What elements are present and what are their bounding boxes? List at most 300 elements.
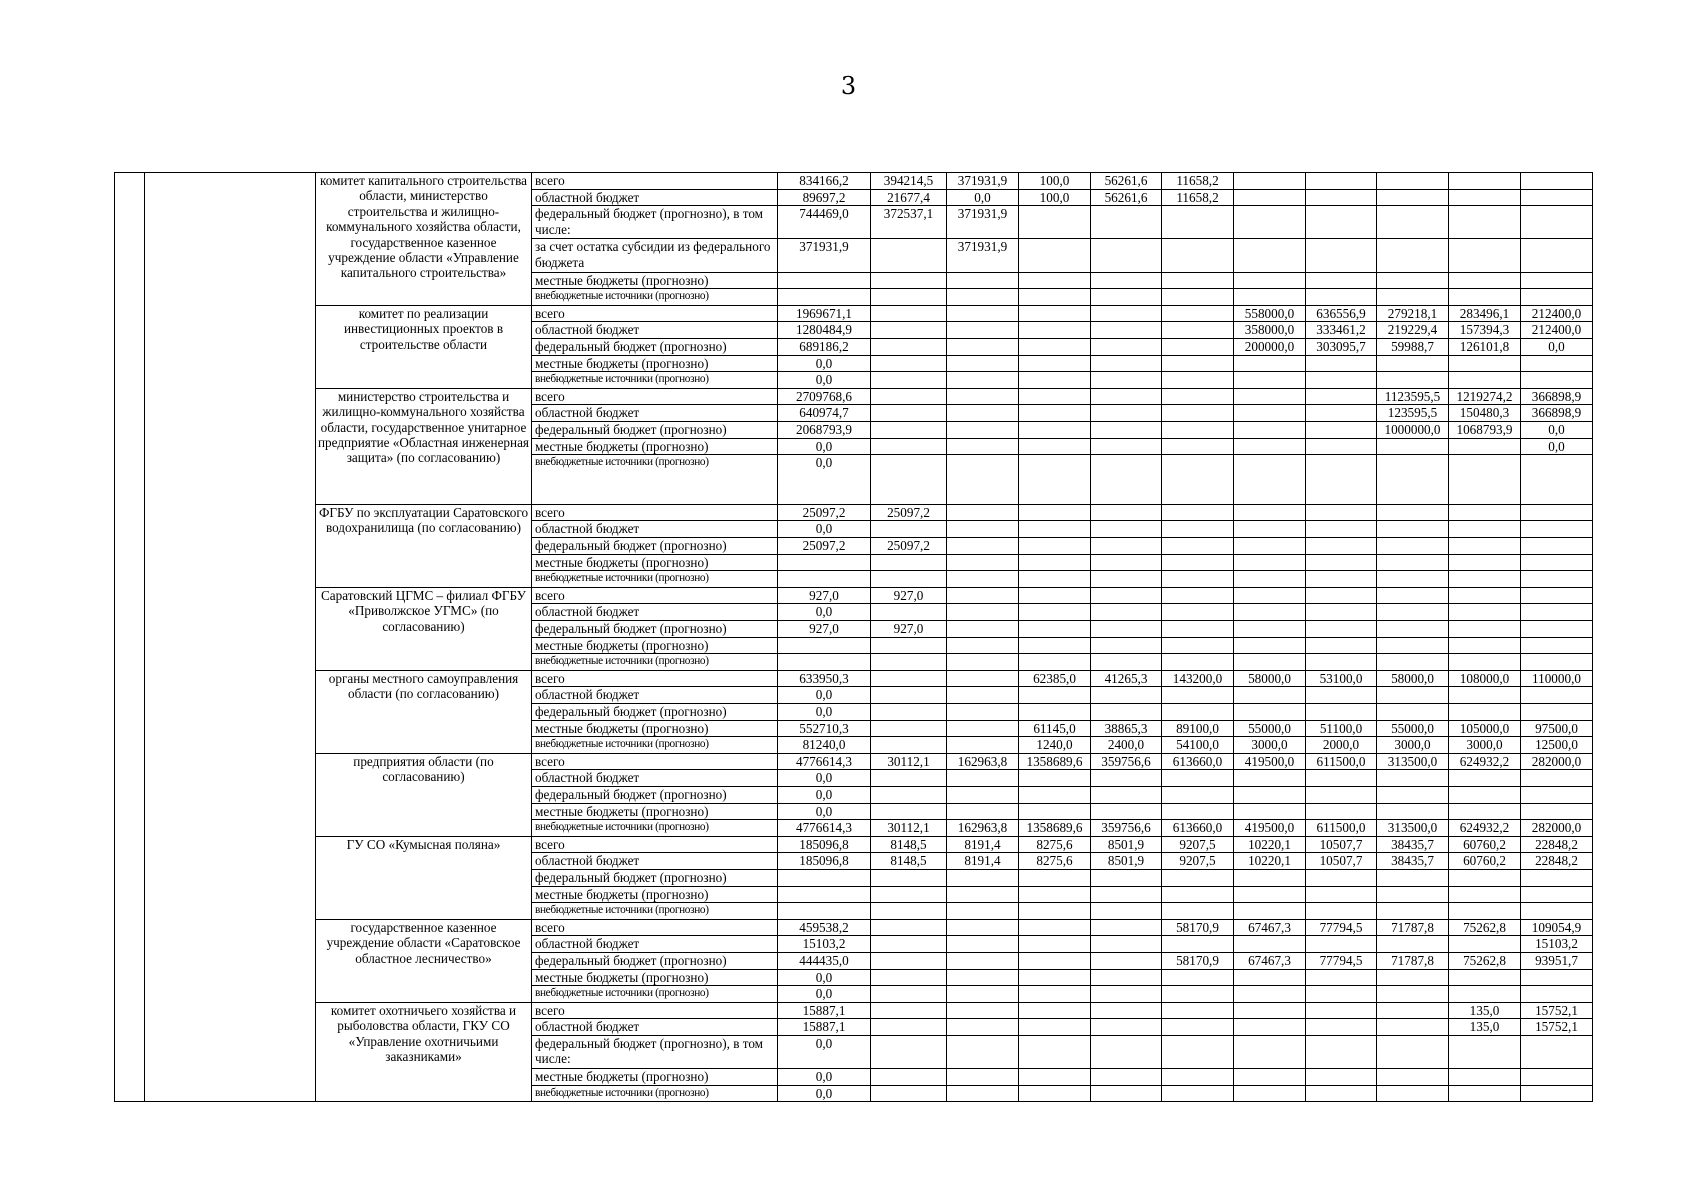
year-value-cell [1234, 1019, 1306, 1036]
year-value-cell [1306, 770, 1377, 787]
year-value-cell [1377, 239, 1449, 272]
year-value-cell [1019, 770, 1091, 787]
year-value-cell [1521, 239, 1593, 272]
year-value-cell [1019, 455, 1091, 505]
year-value-cell [1521, 1069, 1593, 1086]
year-value-cell [871, 289, 947, 306]
year-value-cell: 1068793,9 [1449, 421, 1521, 438]
total-cell: 185096,8 [778, 836, 871, 853]
year-value-cell: 38435,7 [1377, 853, 1449, 870]
year-value-cell: 624932,2 [1449, 753, 1521, 770]
year-value-cell: 0,0 [1521, 438, 1593, 455]
year-value-cell [1091, 969, 1162, 986]
year-value-cell [1521, 554, 1593, 571]
year-value-cell: 8191,4 [947, 836, 1019, 853]
year-value-cell: 0,0 [1521, 338, 1593, 355]
year-value-cell [1091, 338, 1162, 355]
year-value-cell [1091, 554, 1162, 571]
year-value-cell [947, 986, 1019, 1003]
year-value-cell [1162, 405, 1234, 422]
year-value-cell: 143200,0 [1162, 670, 1234, 687]
year-value-cell: 636556,9 [1306, 305, 1377, 322]
funding-source-cell: всего [532, 670, 778, 687]
year-value-cell: 105000,0 [1449, 720, 1521, 737]
funding-source-cell: федеральный бюджет (прогнозно) [532, 338, 778, 355]
year-value-cell [947, 338, 1019, 355]
year-value-cell [1306, 355, 1377, 372]
year-value-cell [1019, 621, 1091, 638]
year-value-cell [871, 952, 947, 969]
year-value-cell [1091, 206, 1162, 239]
executor-cell: органы местного самоуправления области (по согласованию) [316, 670, 532, 753]
year-value-cell [1234, 869, 1306, 886]
executor-cell: комитет капитального строительства области, министерство строительства и жилищно-коммунального хозяйства области, государственное казенное учреждение области «Управление капитального строительства» [316, 173, 532, 306]
total-cell: 0,0 [778, 438, 871, 455]
year-value-cell: 60760,2 [1449, 853, 1521, 870]
total-cell: 25097,2 [778, 538, 871, 555]
year-value-cell: 282000,0 [1521, 820, 1593, 837]
year-value-cell [1377, 869, 1449, 886]
funding-source-cell: федеральный бюджет (прогнозно), в том числе: [532, 1035, 778, 1068]
funding-source-cell: федеральный бюджет (прогнозно) [532, 704, 778, 721]
year-value-cell: 100,0 [1019, 189, 1091, 206]
year-value-cell [1449, 1035, 1521, 1068]
year-value-cell [1091, 538, 1162, 555]
year-value-cell: 89100,0 [1162, 720, 1234, 737]
year-value-cell [947, 869, 1019, 886]
year-value-cell [947, 587, 1019, 604]
year-value-cell [1234, 621, 1306, 638]
total-cell: 0,0 [778, 1035, 871, 1068]
executor-cell: министерство строительства и жилищно-коммунального хозяйства области, государственное унитарное предприятие «Областная инженерная защита» (по согласованию) [316, 388, 532, 504]
year-value-cell [1306, 421, 1377, 438]
year-value-cell: 3000,0 [1234, 737, 1306, 754]
year-value-cell [1162, 1035, 1234, 1068]
year-value-cell: 30112,1 [871, 753, 947, 770]
year-value-cell [1019, 869, 1091, 886]
total-cell: 0,0 [778, 986, 871, 1003]
year-value-cell [1377, 903, 1449, 920]
year-value-cell [871, 355, 947, 372]
year-value-cell: 8501,9 [1091, 853, 1162, 870]
year-value-cell: 366898,9 [1521, 405, 1593, 422]
year-value-cell [1162, 604, 1234, 621]
year-value-cell [1019, 388, 1091, 405]
funding-source-cell: федеральный бюджет (прогнозно), в том числе: [532, 206, 778, 239]
year-value-cell [1234, 687, 1306, 704]
year-value-cell [947, 903, 1019, 920]
year-value-cell: 55000,0 [1234, 720, 1306, 737]
year-value-cell [1521, 538, 1593, 555]
funding-source-cell: внебюджетные источники (прогнозно) [532, 903, 778, 920]
year-value-cell: 100,0 [1019, 173, 1091, 190]
year-value-cell [1377, 803, 1449, 820]
year-value-cell [1377, 604, 1449, 621]
year-value-cell: 67467,3 [1234, 919, 1306, 936]
year-value-cell [1019, 654, 1091, 671]
year-value-cell [1162, 770, 1234, 787]
year-value-cell: 123595,5 [1377, 405, 1449, 422]
year-value-cell [1449, 986, 1521, 1003]
year-value-cell [1306, 554, 1377, 571]
year-value-cell [1019, 372, 1091, 389]
year-value-cell [1234, 1069, 1306, 1086]
year-value-cell [1449, 272, 1521, 289]
year-value-cell [1449, 173, 1521, 190]
year-value-cell [1091, 604, 1162, 621]
year-value-cell [1091, 372, 1162, 389]
year-value-cell [1019, 421, 1091, 438]
year-value-cell [947, 421, 1019, 438]
total-cell: 0,0 [778, 1085, 871, 1102]
total-cell: 552710,3 [778, 720, 871, 737]
year-value-cell [871, 571, 947, 588]
year-value-cell [871, 554, 947, 571]
funding-source-cell: областной бюджет [532, 405, 778, 422]
funding-source-cell: внебюджетные источники (прогнозно) [532, 986, 778, 1003]
year-value-cell [1091, 305, 1162, 322]
year-value-cell: 126101,8 [1449, 338, 1521, 355]
year-value-cell [947, 272, 1019, 289]
year-value-cell [1162, 786, 1234, 803]
year-value-cell [1234, 388, 1306, 405]
year-value-cell: 10507,7 [1306, 836, 1377, 853]
total-cell: 0,0 [778, 372, 871, 389]
year-value-cell [1234, 421, 1306, 438]
year-value-cell [1162, 388, 1234, 405]
total-cell: 0,0 [778, 604, 871, 621]
year-value-cell [1019, 1019, 1091, 1036]
funding-source-cell: внебюджетные источники (прогнозно) [532, 372, 778, 389]
year-value-cell [1091, 770, 1162, 787]
year-value-cell [947, 1069, 1019, 1086]
year-value-cell [871, 637, 947, 654]
funding-source-cell: местные бюджеты (прогнозно) [532, 969, 778, 986]
year-value-cell [947, 1002, 1019, 1019]
year-value-cell [1306, 621, 1377, 638]
table-row [115, 753, 1593, 770]
year-value-cell [1449, 936, 1521, 953]
year-value-cell [1091, 1069, 1162, 1086]
year-value-cell [1377, 521, 1449, 538]
year-value-cell [1377, 704, 1449, 721]
year-value-cell [1162, 704, 1234, 721]
year-value-cell [947, 969, 1019, 986]
year-value-cell [1091, 869, 1162, 886]
year-value-cell [1377, 455, 1449, 505]
year-value-cell: 283496,1 [1449, 305, 1521, 322]
year-value-cell [1377, 1085, 1449, 1102]
total-cell: 89697,2 [778, 189, 871, 206]
year-value-cell [947, 803, 1019, 820]
total-cell [778, 637, 871, 654]
year-value-cell [1449, 687, 1521, 704]
total-cell: 927,0 [778, 621, 871, 638]
year-value-cell: 15752,1 [1521, 1019, 1593, 1036]
year-value-cell [1162, 1019, 1234, 1036]
funding-source-cell: местные бюджеты (прогнозно) [532, 438, 778, 455]
year-value-cell [947, 687, 1019, 704]
total-cell: 689186,2 [778, 338, 871, 355]
year-value-cell [1521, 687, 1593, 704]
year-value-cell [1377, 637, 1449, 654]
year-value-cell [1019, 687, 1091, 704]
year-value-cell [871, 936, 947, 953]
year-value-cell [871, 239, 947, 272]
year-value-cell [1449, 637, 1521, 654]
year-value-cell [871, 704, 947, 721]
year-value-cell [1449, 1069, 1521, 1086]
year-value-cell [1162, 654, 1234, 671]
year-value-cell [1234, 405, 1306, 422]
year-value-cell [947, 654, 1019, 671]
year-value-cell [1234, 438, 1306, 455]
funding-source-cell: областной бюджет [532, 687, 778, 704]
total-cell: 0,0 [778, 687, 871, 704]
year-value-cell [1306, 903, 1377, 920]
year-value-cell [1377, 438, 1449, 455]
funding-source-cell: федеральный бюджет (прогнозно) [532, 786, 778, 803]
year-value-cell [1521, 621, 1593, 638]
year-value-cell [1019, 886, 1091, 903]
year-value-cell: 8275,6 [1019, 853, 1091, 870]
year-value-cell [1091, 405, 1162, 422]
year-value-cell [947, 704, 1019, 721]
funding-source-cell: местные бюджеты (прогнозно) [532, 720, 778, 737]
year-value-cell: 10220,1 [1234, 853, 1306, 870]
year-value-cell [1377, 1069, 1449, 1086]
year-value-cell [1521, 455, 1593, 505]
year-value-cell [1234, 355, 1306, 372]
year-value-cell [1306, 239, 1377, 272]
year-value-cell [1162, 289, 1234, 306]
funding-source-cell: внебюджетные источники (прогнозно) [532, 654, 778, 671]
year-value-cell [1162, 305, 1234, 322]
year-value-cell [1091, 903, 1162, 920]
executor-cell: комитет охотничьего хозяйства и рыболовства области, ГКУ СО «Управление охотничьими заказниками» [316, 1002, 532, 1102]
funding-source-cell: за счет остатка субсидии из федерального бюджета [532, 239, 778, 272]
year-value-cell: 313500,0 [1377, 820, 1449, 837]
year-value-cell [1019, 704, 1091, 721]
year-value-cell: 77794,5 [1306, 919, 1377, 936]
year-value-cell [1234, 206, 1306, 239]
year-value-cell [1162, 272, 1234, 289]
total-cell: 2068793,9 [778, 421, 871, 438]
year-value-cell [1019, 405, 1091, 422]
year-value-cell [871, 1069, 947, 1086]
funding-source-cell: внебюджетные источники (прогнозно) [532, 289, 778, 306]
year-value-cell: 303095,7 [1306, 338, 1377, 355]
year-value-cell [1449, 587, 1521, 604]
total-cell [778, 869, 871, 886]
year-value-cell: 1358689,6 [1019, 820, 1091, 837]
year-value-cell [1377, 571, 1449, 588]
year-value-cell [947, 455, 1019, 505]
year-value-cell [1306, 1019, 1377, 1036]
total-cell: 633950,3 [778, 670, 871, 687]
year-value-cell [871, 455, 947, 505]
year-value-cell: 927,0 [871, 621, 947, 638]
year-value-cell [1162, 554, 1234, 571]
year-value-cell: 611500,0 [1306, 820, 1377, 837]
year-value-cell [1377, 355, 1449, 372]
year-value-cell: 157394,3 [1449, 322, 1521, 339]
year-value-cell [1019, 355, 1091, 372]
funding-source-cell: всего [532, 1002, 778, 1019]
year-value-cell: 56261,6 [1091, 189, 1162, 206]
year-value-cell [1449, 704, 1521, 721]
year-value-cell [1377, 1035, 1449, 1068]
year-value-cell [947, 604, 1019, 621]
year-value-cell [1449, 239, 1521, 272]
table-row [115, 305, 1593, 322]
year-value-cell: 97500,0 [1521, 720, 1593, 737]
year-value-cell [1019, 1085, 1091, 1102]
year-value-cell [1521, 986, 1593, 1003]
total-cell: 0,0 [778, 803, 871, 820]
table-row [115, 919, 1593, 936]
year-value-cell [947, 355, 1019, 372]
executor-cell: государственное казенное учреждение области «Саратовское областное лесничество» [316, 919, 532, 1002]
year-value-cell: 11658,2 [1162, 189, 1234, 206]
year-value-cell [1162, 1085, 1234, 1102]
year-value-cell [1091, 654, 1162, 671]
year-value-cell [1449, 969, 1521, 986]
year-value-cell: 212400,0 [1521, 322, 1593, 339]
year-value-cell: 58170,9 [1162, 919, 1234, 936]
year-value-cell [871, 405, 947, 422]
year-value-cell [1091, 421, 1162, 438]
year-value-cell [1377, 654, 1449, 671]
year-value-cell [1449, 438, 1521, 455]
year-value-cell [1091, 952, 1162, 969]
year-value-cell: 22848,2 [1521, 836, 1593, 853]
year-value-cell [1234, 571, 1306, 588]
funding-source-cell: внебюджетные источники (прогнозно) [532, 737, 778, 754]
year-value-cell [1019, 272, 1091, 289]
total-cell: 0,0 [778, 704, 871, 721]
year-value-cell [1306, 206, 1377, 239]
total-cell [778, 571, 871, 588]
year-value-cell [1019, 1035, 1091, 1068]
funding-source-cell: областной бюджет [532, 604, 778, 621]
year-value-cell [871, 687, 947, 704]
year-value-cell: 25097,2 [871, 504, 947, 521]
year-value-cell [1019, 322, 1091, 339]
year-value-cell: 0,0 [947, 189, 1019, 206]
total-cell: 1280484,9 [778, 322, 871, 339]
year-value-cell [1449, 521, 1521, 538]
year-value-cell [1162, 1069, 1234, 1086]
year-value-cell [947, 786, 1019, 803]
year-value-cell [871, 869, 947, 886]
year-value-cell: 162963,8 [947, 820, 1019, 837]
year-value-cell [871, 438, 947, 455]
year-value-cell: 12500,0 [1521, 737, 1593, 754]
year-value-cell [1162, 621, 1234, 638]
year-value-cell [1234, 637, 1306, 654]
year-value-cell [1162, 455, 1234, 505]
funding-source-cell: всего [532, 836, 778, 853]
year-value-cell [1162, 322, 1234, 339]
total-cell: 927,0 [778, 587, 871, 604]
total-cell: 15887,1 [778, 1019, 871, 1036]
year-value-cell [1091, 272, 1162, 289]
year-value-cell [1234, 803, 1306, 820]
total-cell [778, 272, 871, 289]
year-value-cell [1162, 206, 1234, 239]
year-value-cell [1091, 521, 1162, 538]
total-cell [778, 654, 871, 671]
year-value-cell: 75262,8 [1449, 919, 1521, 936]
year-value-cell [1521, 869, 1593, 886]
year-value-cell [1377, 206, 1449, 239]
measure-cell [145, 173, 316, 1102]
year-value-cell [1449, 903, 1521, 920]
year-value-cell [1306, 1085, 1377, 1102]
year-value-cell [1377, 969, 1449, 986]
year-value-cell: 282000,0 [1521, 753, 1593, 770]
year-value-cell [871, 338, 947, 355]
year-value-cell [1019, 903, 1091, 920]
year-value-cell [871, 372, 947, 389]
year-value-cell [947, 1085, 1019, 1102]
funding-source-cell: внебюджетные источники (прогнозно) [532, 571, 778, 588]
funding-source-cell: федеральный бюджет (прогнозно) [532, 952, 778, 969]
year-value-cell: 313500,0 [1377, 753, 1449, 770]
year-value-cell [1449, 1085, 1521, 1102]
year-value-cell [1091, 803, 1162, 820]
year-value-cell: 1240,0 [1019, 737, 1091, 754]
year-value-cell [1306, 637, 1377, 654]
year-value-cell: 22848,2 [1521, 853, 1593, 870]
year-value-cell: 162963,8 [947, 753, 1019, 770]
year-value-cell [1521, 604, 1593, 621]
total-cell: 15103,2 [778, 936, 871, 953]
year-value-cell: 38865,3 [1091, 720, 1162, 737]
funding-source-cell: областной бюджет [532, 853, 778, 870]
year-value-cell [1521, 272, 1593, 289]
year-value-cell: 110000,0 [1521, 670, 1593, 687]
year-value-cell [947, 1019, 1019, 1036]
year-value-cell [947, 538, 1019, 555]
year-value-cell [871, 654, 947, 671]
year-value-cell [1449, 189, 1521, 206]
year-value-cell [1521, 372, 1593, 389]
year-value-cell [1019, 969, 1091, 986]
year-value-cell [1521, 770, 1593, 787]
year-value-cell [1306, 538, 1377, 555]
year-value-cell [1234, 936, 1306, 953]
year-value-cell: 333461,2 [1306, 322, 1377, 339]
year-value-cell [1091, 504, 1162, 521]
year-value-cell [1521, 173, 1593, 190]
year-value-cell [1019, 438, 1091, 455]
year-value-cell [1234, 1002, 1306, 1019]
year-value-cell [1019, 919, 1091, 936]
year-value-cell: 613660,0 [1162, 753, 1234, 770]
year-value-cell [1162, 903, 1234, 920]
year-value-cell [1019, 338, 1091, 355]
year-value-cell [947, 571, 1019, 588]
year-value-cell [1019, 305, 1091, 322]
year-value-cell: 55000,0 [1377, 720, 1449, 737]
year-value-cell: 11658,2 [1162, 173, 1234, 190]
total-cell: 0,0 [778, 455, 871, 505]
year-value-cell [1306, 289, 1377, 306]
year-value-cell [1019, 239, 1091, 272]
year-value-cell: 8148,5 [871, 836, 947, 853]
